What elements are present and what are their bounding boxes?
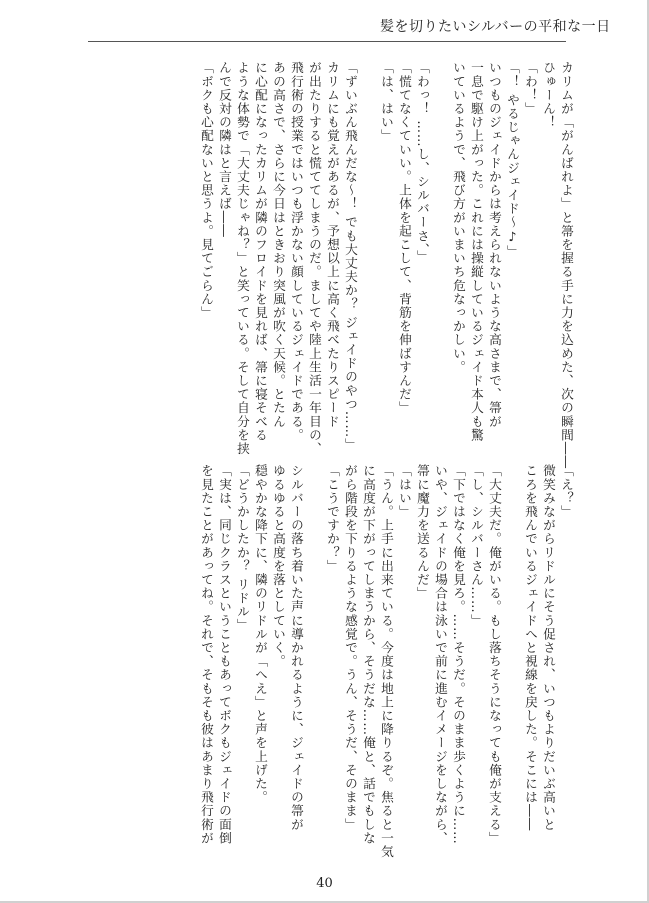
text-line: いているようで、飛び方がいまいち危なっかしい。 — [451, 61, 466, 374]
text-line: ひゅーん！ — [541, 61, 556, 129]
text-line: 微笑みながらリドルにそう促され、いつもよりだいぶ高いと — [541, 464, 556, 832]
text-line — [431, 61, 449, 433]
text-line: ゆるゆると高度を落としていく。 — [271, 464, 286, 668]
text-line: ころを飛んでいるジェイドへと視線を戻した。そこには―― — [523, 464, 538, 832]
text-line: 箒に魔力を送るんだ」 — [415, 464, 430, 600]
text-line: 「ずいぶん飛んだな～！ でも大丈夫か？ ジェイドのやつ……」 — [343, 61, 358, 452]
text-line — [359, 61, 377, 433]
text-line: 飛行術の授業ではいつも浮かない顔しているジェイドである。 — [289, 61, 304, 442]
text-line: カリムにも覚えがあるが、予想以上に高く飛べたりスピード — [325, 61, 340, 429]
text-line: あの高さで、さらに今日はときおり突風が吹く天候。とたん — [271, 61, 286, 429]
text-line: 「は、はい」 — [379, 61, 394, 143]
text-line: いや、ジェイドの場合は泳いで前に進むイメージをしながら、 — [433, 464, 448, 845]
page-number: 40 — [316, 876, 333, 891]
text-line: に高度が下がってしまうから、そうだな……俺と、話でもしな — [361, 464, 376, 845]
text-line: シルバーの落ち着いた声に導かれるように、ジェイドの箒が — [289, 464, 304, 832]
text-line: 「！ やるじゃんジェイド～♪」 — [505, 61, 520, 259]
header-rule — [88, 41, 566, 42]
text-line: 「慌てなくていい。上体を起こして、背筋を伸ばすんだ」 — [397, 61, 412, 415]
text-line: 「ボクも心配ないと思うよ。見てごらん」 — [199, 61, 214, 320]
text-line: 「うん。上手に出来ている。今度は地上に降りるぞ。焦ると一気 — [379, 464, 394, 859]
text-line: 「し、シルバーさん……」 — [469, 464, 484, 628]
text-line: 「え？」 — [559, 464, 574, 519]
text-line: 「わっ！ ……し、シルバーさ、」 — [415, 61, 430, 264]
text-line: 「どうかしたか？ リドル」 — [235, 464, 250, 633]
text-line — [305, 464, 323, 836]
top-text-block — [197, 61, 575, 469]
text-line: 「わ！」 — [523, 61, 538, 116]
text-line: を見たことがあってね。それで、そもそも彼はあまり飛行術が — [199, 464, 214, 845]
text-line: が出たりすると慌ててしまうのだ。ましてや陸上生活一年目の、 — [307, 61, 322, 456]
text-line: がら階段を下りるような感覚で。うん、そうだ、そのまま」 — [343, 464, 358, 832]
bottom-text-block — [197, 464, 575, 859]
text-line: に心配になったカリムが隣のフロイドを見れば、箒に寝そべる — [253, 61, 268, 442]
text-line: 「大丈夫だ。俺がいる。もし落ちそうになっても俺が支える」 — [487, 464, 502, 845]
text-line: いつものジェイドからは考えられないような高さまで、箒が — [487, 61, 502, 429]
text-line: 「実は、同じクラスということもあってボクもジェイドの面倒 — [217, 464, 232, 845]
text-line: 「はい」 — [397, 464, 412, 519]
text-line: 一息で駆け上がった。これには操縦しているジェイド本人も驚 — [469, 61, 484, 442]
text-line: んで反対の隣はと言えば―― — [217, 61, 232, 238]
text-line: ような体勢で「大丈夫じゃね？」と笑っている。そして自分を挟 — [235, 61, 250, 456]
text-line: 穏やかな降下に、隣のリドルが「へえ」と声を上げた。 — [253, 464, 268, 804]
text-line: 「こうですか？」 — [325, 464, 340, 573]
text-line — [503, 464, 521, 836]
text-line: 「下ではなく俺を見ろ。……そうだ。そのまま歩くように…… — [451, 464, 466, 845]
running-header: 髪を切りたいシルバーの平和な一日 — [380, 19, 611, 35]
text-line: カリムが「がんばれよ」と箒を握る手に力を込めた、次の瞬間―― — [559, 61, 574, 469]
